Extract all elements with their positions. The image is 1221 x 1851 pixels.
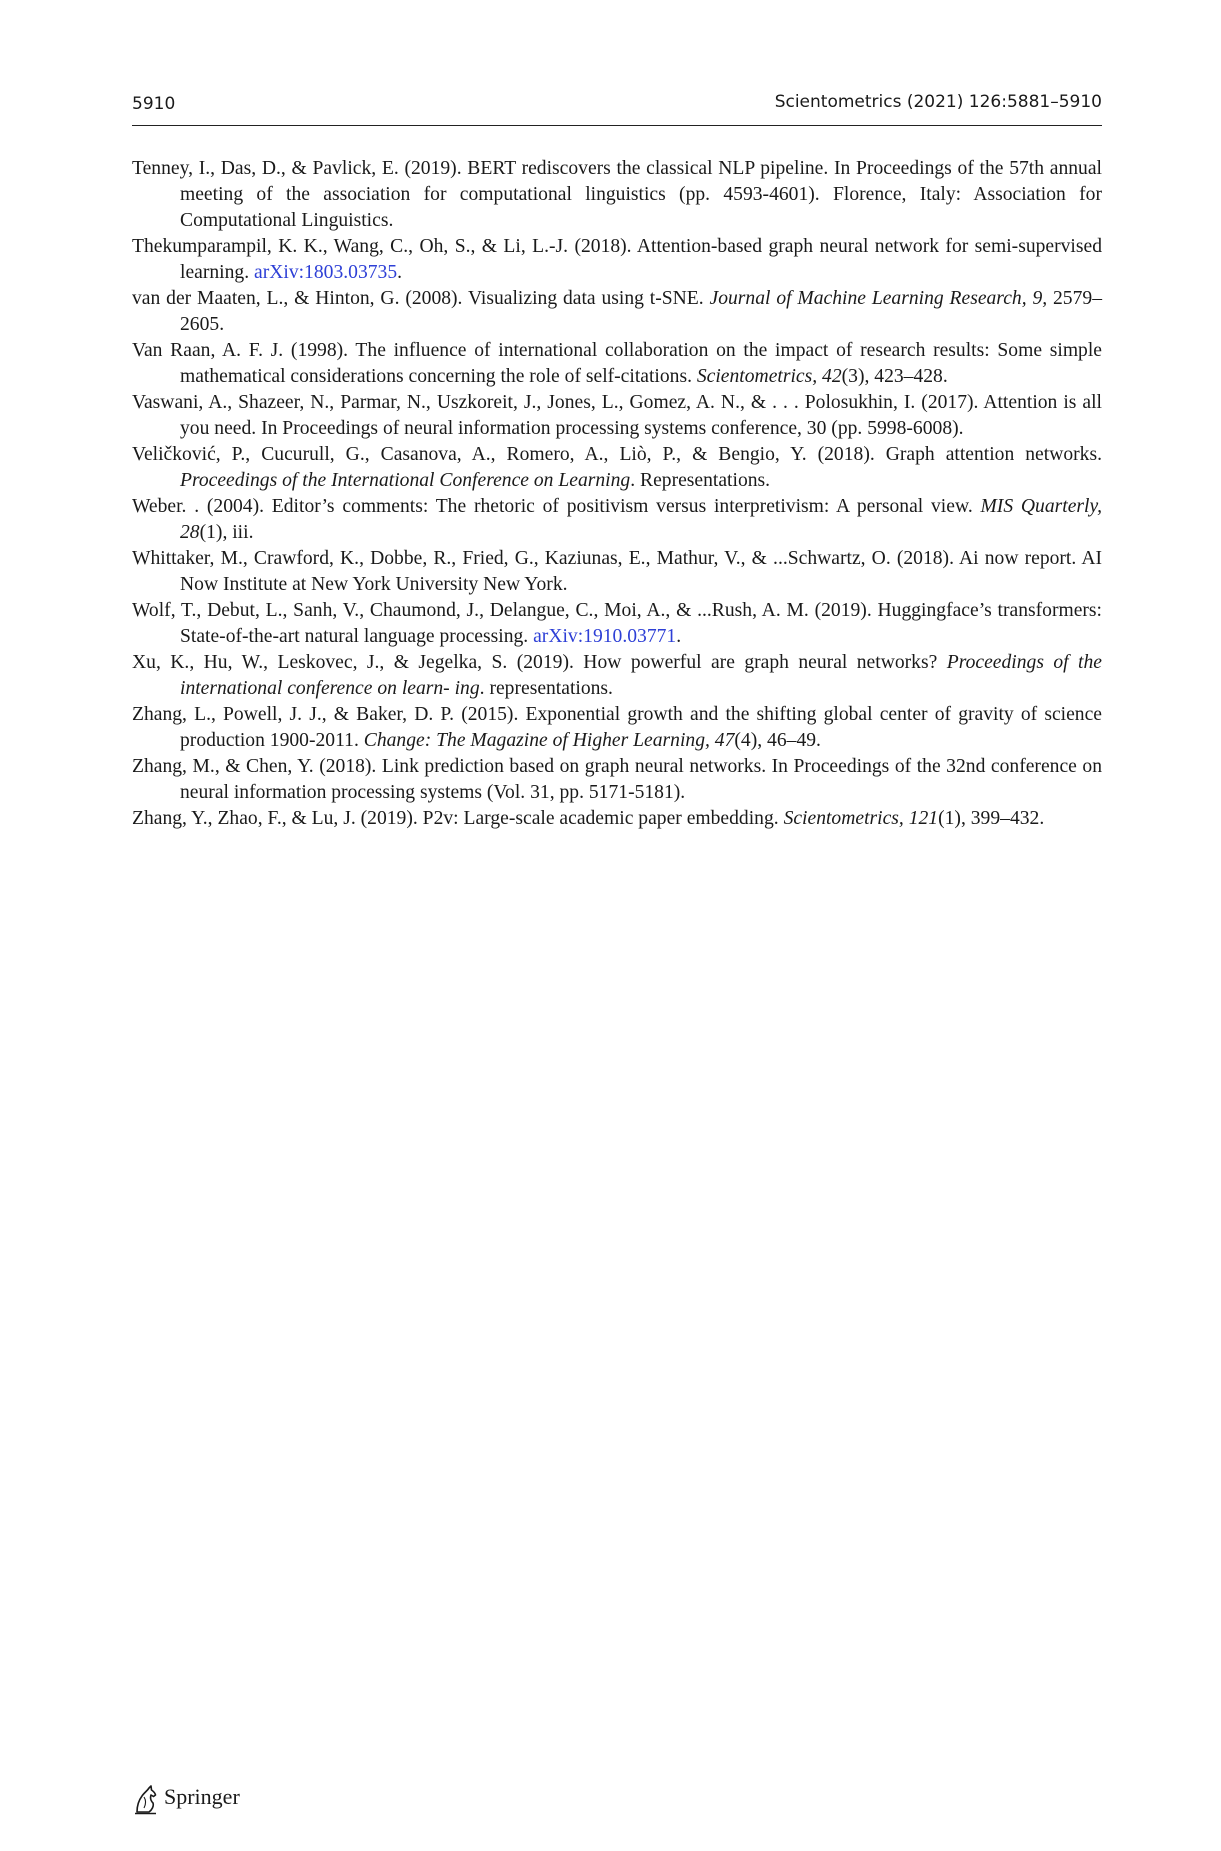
arxiv-link[interactable]: arXiv:1803.03735 xyxy=(254,262,398,283)
reference-text: (1), 399–432. xyxy=(938,808,1045,829)
springer-horse-icon xyxy=(132,1785,158,1815)
reference-text: Thekumparampil, K. K., Wang, C., Oh, S., & Li, L.-J. (2018). Attention-based graph neural network for semi-supervised learning. xyxy=(132,236,1102,283)
reference-venue: Proceedings of the international conference on learn- ing xyxy=(180,652,1102,699)
reference-text: Veličković, P., Cucurull, G., Casanova, A., Romero, A., Liò, P., & Bengio, Y. (2018). Graph attention networks. xyxy=(132,444,1102,465)
journal-reference: Scientometrics (2021) 126:5881–5910 xyxy=(774,92,1102,112)
reference-text: Van Raan, A. F. J. (1998). The influence of international collaboration on the impact of research results: Some simple mathematical considerations concerning the role of self-citations. xyxy=(132,340,1102,387)
reference-entry xyxy=(132,546,1102,598)
reference-text: . xyxy=(397,262,403,283)
reference-text: (4), 46–49. xyxy=(734,730,821,751)
reference-entry xyxy=(132,702,1102,754)
reference-text: Whittaker, M., Crawford, K., Dobbe, R., Fried, G., Kaziunas, E., Mathur, V., & ...Schwartz, O. (2018). Ai now report. AI Now Institute at New York University New York. xyxy=(132,548,1102,595)
reference-entry xyxy=(132,806,1102,832)
reference-text: Zhang, M., & Chen, Y. (2018). Link prediction based on graph neural networks. In Proceedings of the 32nd conference on neural information processing systems (Vol. 31, pp. 5171-5181). xyxy=(132,756,1102,803)
reference-text: . representations. xyxy=(479,678,613,699)
reference-text: Zhang, Y., Zhao, F., & Lu, J. (2019). P2v: Large-scale academic paper embedding. xyxy=(132,808,784,829)
reference-text: . Representations. xyxy=(630,470,771,491)
publisher-name: Springer xyxy=(164,1784,240,1809)
reference-venue: Scientometrics, 121 xyxy=(783,808,939,829)
reference-text: Weber. . (2004). Editor’s comments: The rhetoric of positivism versus interpretivism: A personal view. xyxy=(132,496,981,517)
reference-venue: MIS Quarterly, 28 xyxy=(180,496,1102,543)
reference-text: Xu, K., Hu, W., Leskovec, J., & Jegelka, S. (2019). How powerful are graph neural networks? xyxy=(132,652,947,673)
reference-text: Vaswani, A., Shazeer, N., Parmar, N., Uszkoreit, J., Jones, L., Gomez, A. N., & . . . Polosukhin, I. (2017). Attention is all you need. In Proceedings of neural information processing systems conference, 30 (pp. 5998-6008). xyxy=(132,392,1102,439)
reference-text: 2579–2605. xyxy=(180,288,1102,335)
reference-venue: Change: The Magazine of Higher Learning, 47 xyxy=(363,730,735,751)
page-number: 5910 xyxy=(132,94,176,114)
reference-list xyxy=(132,156,1102,832)
reference-venue: Journal of Machine Learning Research, 9, xyxy=(709,288,1048,309)
reference-text: (1), iii. xyxy=(199,522,254,543)
reference-text: . xyxy=(676,626,682,647)
reference-entry xyxy=(132,390,1102,442)
reference-entry xyxy=(132,442,1102,494)
reference-text: van der Maaten, L., & Hinton, G. (2008). Visualizing data using t-SNE. xyxy=(132,288,710,309)
arxiv-link[interactable]: arXiv:1910.03771 xyxy=(533,626,677,647)
reference-entry xyxy=(132,598,1102,650)
reference-entry xyxy=(132,754,1102,806)
reference-venue: Scientometrics, 42 xyxy=(696,366,842,387)
reference-entry xyxy=(132,494,1102,546)
reference-venue: Proceedings of the International Conference on Learning xyxy=(180,470,631,491)
reference-entry xyxy=(132,338,1102,390)
header-rule xyxy=(132,125,1102,126)
reference-text: (3), 423–428. xyxy=(841,366,948,387)
reference-entry xyxy=(132,650,1102,702)
reference-entry xyxy=(132,286,1102,338)
reference-text: Tenney, I., Das, D., & Pavlick, E. (2019). BERT rediscovers the classical NLP pipeline. In Proceedings of the 57th annual meeting of the association for computational linguistics (pp. 4593-4601). Florence, Italy: Association for Computational Linguistics. xyxy=(132,158,1102,231)
reference-entry xyxy=(132,156,1102,234)
reference-text: Wolf, T., Debut, L., Sanh, V., Chaumond, J., Delangue, C., Moi, A., & ...Rush, A. M. (2019). Huggingface’s transformers: State-of-the-art natural language processing. xyxy=(132,600,1102,647)
reference-entry xyxy=(132,234,1102,286)
reference-text: Zhang, L., Powell, J. J., & Baker, D. P. (2015). Exponential growth and the shifting global center of gravity of science production 1900-2011. xyxy=(132,704,1102,751)
running-header xyxy=(132,88,1102,128)
